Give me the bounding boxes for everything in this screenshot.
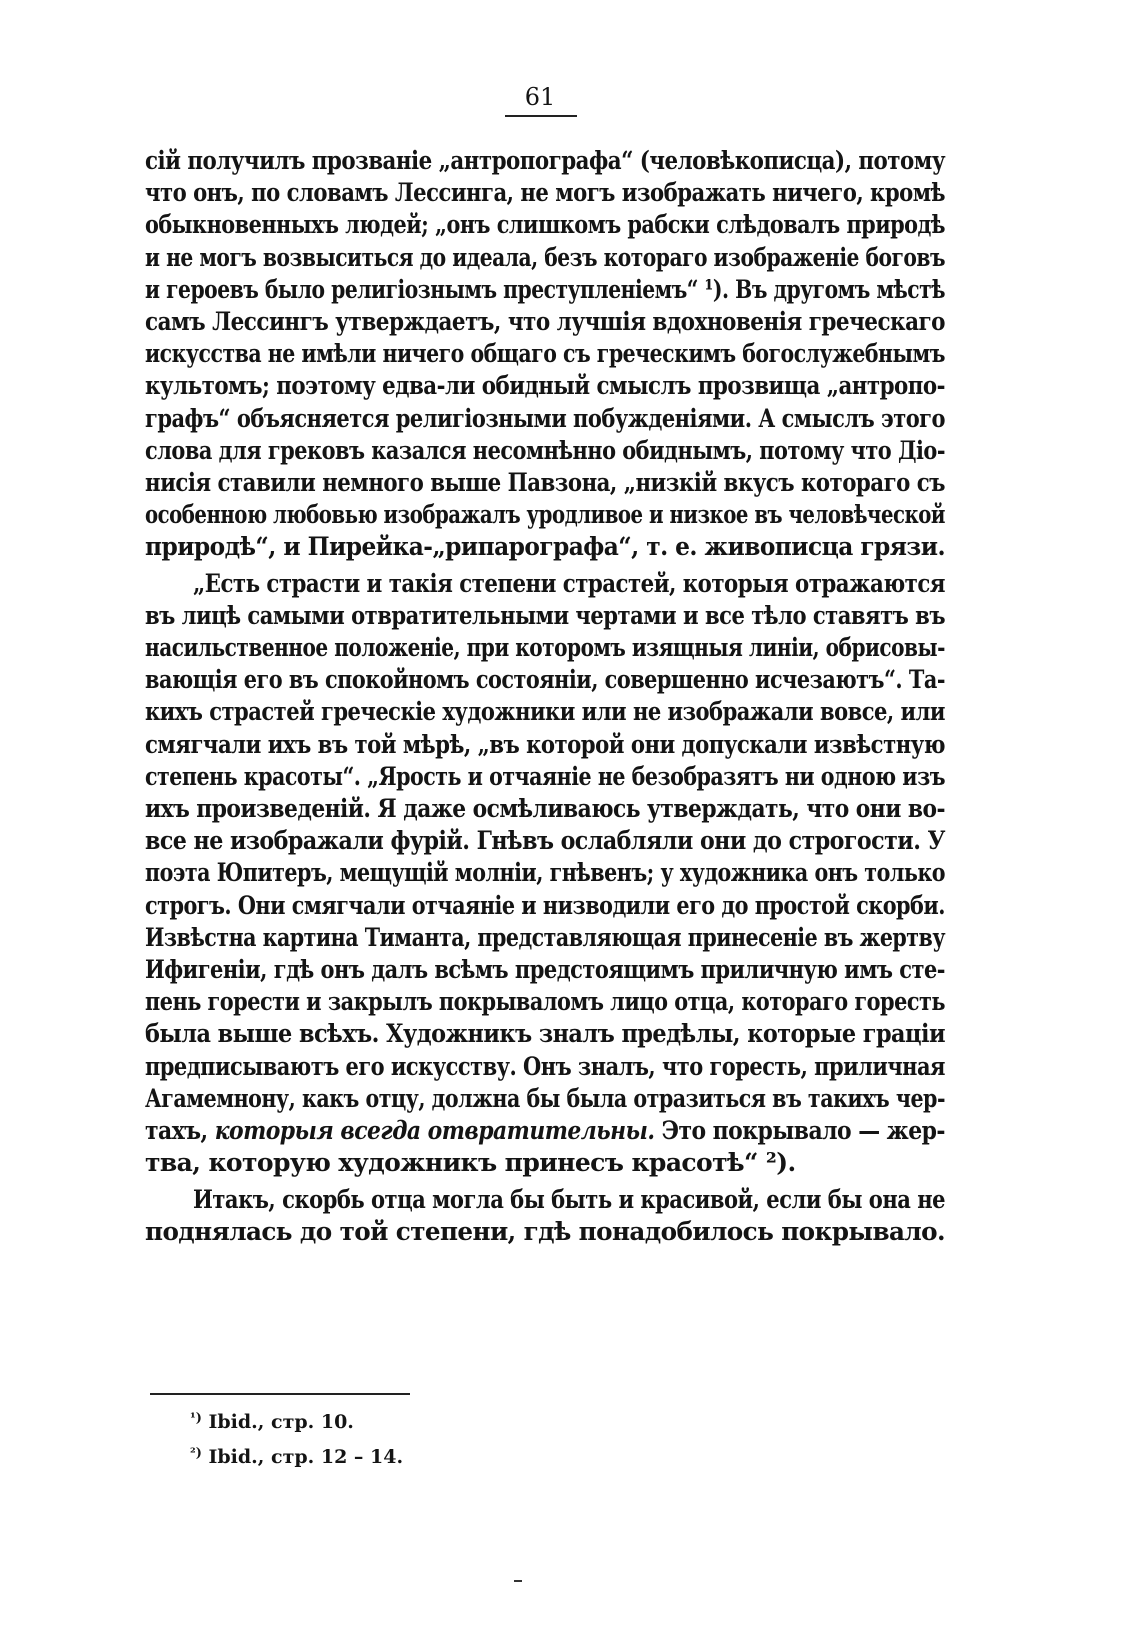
text-line: все не изображали фурій. Гнѣвъ ослабляли они до строгости. У	[145, 826, 945, 856]
text-line: обыкновенныхъ людей; „онъ слишкомъ рабски слѣдовалъ природѣ	[145, 210, 945, 240]
text-line: нисія ставили немного выше Павзона, „низкій вкусъ котораго съ	[145, 468, 945, 498]
page-number-rule	[505, 115, 577, 117]
text-line: и героевъ было религіознымъ преступленіемъ“ ¹). Въ другомъ мѣстѣ	[145, 274, 945, 304]
text-line: Ифигеніи, гдѣ онъ далъ всѣмъ предстоящимъ приличную имъ сте-	[145, 955, 945, 985]
text-line: Извѣстна картина Тиманта, представляющая принесеніе въ жертву	[145, 922, 945, 952]
paragraph-3	[145, 1184, 945, 1248]
text-line: и не могъ возвыситься до идеала, безъ котораго изображеніе боговъ	[145, 242, 945, 272]
footnote-marker: ²)	[190, 1446, 202, 1461]
text-line: ихъ произведеній. Я даже осмѣливаюсь утверждать, что они во-	[145, 794, 945, 824]
text-line: особенною любовью изображалъ уродливое и низкое въ человѣческой	[145, 500, 945, 530]
text-line: „Есть страсти и такія степени страстей, которыя отражаются	[193, 568, 945, 598]
footnote-2	[190, 1438, 403, 1473]
text-line: слова для грековъ казался несомнѣнно обиднымъ, потому что Діо-	[145, 435, 945, 465]
footnotes	[190, 1403, 403, 1473]
text-line: пень горести и закрылъ покрываломъ лицо отца, котораго горесть	[145, 987, 945, 1017]
text-segment: Это покрывало — жер-	[654, 1116, 945, 1146]
text-line: поднялась до той степени, гдѣ понадобилось покрывало.	[145, 1216, 945, 1246]
footnote-text: Ibid., стр. 10.	[201, 1411, 354, 1433]
paragraph-1	[145, 145, 945, 564]
text-line: тва, которую художникъ принесъ красотѣ“ ²).	[145, 1148, 796, 1178]
footnote-text: Ibid., стр. 12 – 14.	[201, 1446, 404, 1468]
text-line: вающія его въ спокойномъ состояніи, совершенно исчезаютъ“. Та-	[145, 665, 945, 695]
text-line: степень красоты“. „Ярость и отчаяніе не безобразятъ ни одною изъ	[145, 761, 945, 791]
text-line: что онъ, по словамъ Лессинга, не могъ изображать ничего, кромѣ	[145, 178, 945, 208]
print-speck	[514, 1580, 522, 1582]
text-line: Итакъ, скорбь отца могла бы быть и красивой, если бы она не	[193, 1184, 945, 1214]
text-line-with-italic	[145, 1115, 945, 1147]
paragraph-2	[145, 568, 945, 1180]
text-line: природѣ“, и Пирейка-„рипарографа“, т. е. живописца грязи.	[145, 532, 945, 562]
text-line: была выше всѣхъ. Художникъ зналъ предѣлы, которые граціи	[145, 1019, 945, 1049]
text-line: кихъ страстей греческіе художники или не изображали вовсе, или	[145, 697, 945, 727]
text-line: культомъ; поэтому едва-ли обидный смыслъ прозвища „антропо-	[145, 371, 945, 401]
italic-quote: которыя всегда отвратительны.	[214, 1116, 655, 1146]
text-line: графъ“ объясняется религіозными побужденіями. А смыслъ этого	[145, 403, 945, 433]
text-line: поэта Юпитеръ, мещущій молніи, гнѣвенъ; у художника онъ только	[145, 858, 945, 888]
text-line: въ лицѣ самыми отвратительными чертами и все тѣло ставятъ въ	[145, 600, 945, 630]
text-line: строгъ. Они смягчали отчаяніе и низводили его до простой скорби.	[145, 890, 945, 920]
footnote-1	[190, 1403, 403, 1438]
text-line: сій получилъ прозваніе „антропографа“ (человѣкописца), потому	[145, 146, 945, 175]
text-line: искусства не имѣли ничего общаго съ греческимъ богослужебнымъ	[145, 339, 945, 369]
text-segment: тахъ,	[145, 1116, 215, 1146]
text-line: предписываютъ его искусству. Онъ зналъ, что горесть, приличная	[145, 1051, 945, 1081]
text-line: смягчали ихъ въ той мѣрѣ, „въ которой они допускали извѣстную	[145, 729, 945, 759]
text-line: Агамемнону, какъ отцу, должна бы была отразиться въ такихъ чер-	[145, 1083, 945, 1113]
text-line: насильственное положеніе, при которомъ изящныя линіи, обрисовы-	[145, 633, 945, 663]
footnote-marker: ¹)	[190, 1411, 202, 1426]
footnote-rule	[150, 1393, 410, 1395]
text-line: самъ Лессингъ утверждаетъ, что лучшія вдохновенія греческаго	[145, 307, 945, 337]
body-text	[145, 145, 945, 1248]
page-number: 61	[524, 83, 556, 111]
